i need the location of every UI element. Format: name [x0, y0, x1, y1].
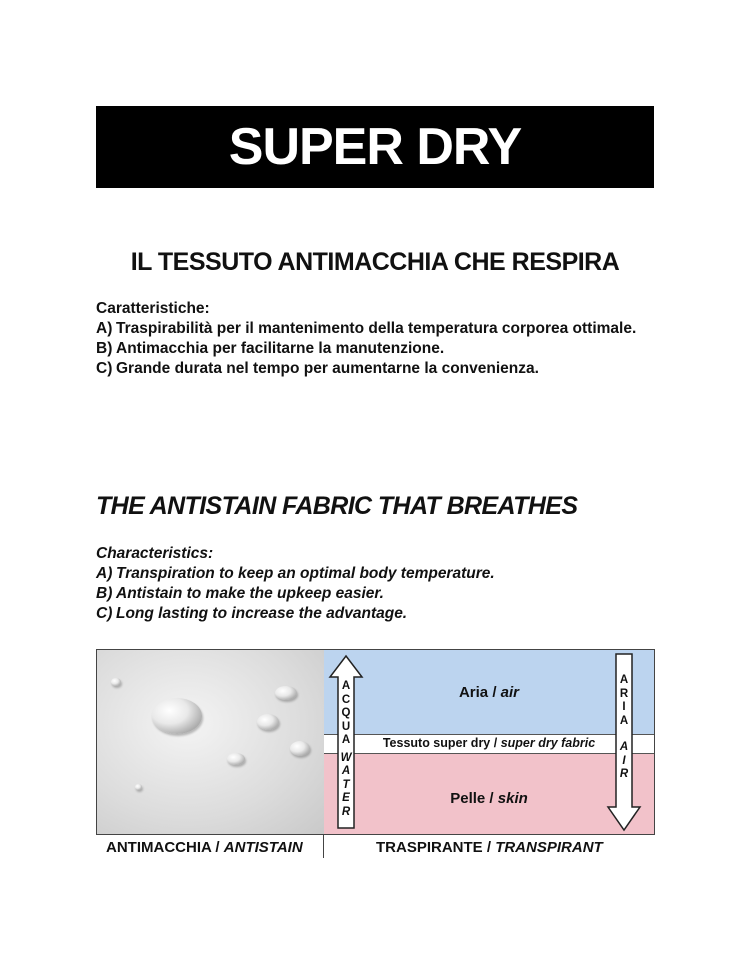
arrow-letter: I	[622, 754, 626, 767]
air-label-it: Aria	[458, 684, 489, 701]
feature-text: Antimacchia per facilitarne la manutenzione.	[116, 340, 445, 357]
english-features-label: Characteristics:	[96, 545, 214, 562]
arrow-letter: R	[619, 687, 629, 700]
arrow-letter: R	[619, 768, 629, 780]
arrow-letter: A	[619, 741, 629, 753]
water-drop	[135, 784, 142, 790]
feature-letter: B)	[96, 340, 113, 357]
italian-feature-a	[96, 319, 654, 339]
skin-label-it: Pelle	[450, 790, 486, 807]
feature-letter: A)	[96, 320, 113, 337]
arrow-letter: T	[342, 778, 350, 791]
water-drop	[152, 698, 202, 734]
air-label-en: air	[500, 684, 520, 701]
italian-features	[96, 299, 654, 379]
fabric-figure	[96, 649, 654, 858]
arrow-letter: A	[341, 765, 351, 777]
arrow-letter: A	[619, 674, 629, 686]
water-drop	[257, 714, 279, 730]
feature-letter: C)	[96, 360, 113, 377]
arrow-letter: I	[622, 701, 626, 713]
water-drop	[227, 753, 245, 765]
arrow-letter: Q	[341, 707, 351, 719]
italian-feature-c	[96, 359, 654, 379]
water-drops-photo	[96, 649, 325, 835]
figure-footer	[96, 834, 654, 859]
english-feature-a	[96, 564, 654, 584]
arrow-letter: R	[341, 805, 351, 818]
skin-label: Pelle / skin	[450, 790, 528, 807]
breathability-diagram	[324, 649, 655, 835]
feature-text: Traspirabilità per il mantenimento della temperatura corporea ottimale.	[116, 320, 637, 337]
english-feature-b	[96, 584, 654, 604]
italian-feature-b	[96, 339, 654, 359]
feature-text: Transpiration to keep an optimal body temperature.	[116, 565, 495, 582]
title-banner	[96, 106, 654, 188]
fabric-label-en: super dry fabric	[500, 736, 596, 750]
antistain-caption: ANTIMACCHIA / ANTISTAIN	[106, 839, 303, 856]
arrow-letter: W	[340, 751, 352, 764]
arrow-letter: A	[341, 734, 351, 746]
arrow-letter: A	[341, 680, 351, 692]
feature-letter: A)	[96, 565, 113, 582]
water-drop	[275, 686, 297, 700]
skin-label-en: skin	[497, 790, 528, 807]
feature-text: Long lasting to increase the advantage.	[116, 605, 408, 622]
banner-title: SUPER DRY	[228, 118, 522, 176]
fabric-label: Tessuto super dry / super dry fabric	[382, 736, 596, 750]
english-feature-c	[96, 604, 654, 624]
transpirant-caption: TRASPIRANTE / TRANSPIRANT	[376, 839, 603, 856]
fabric-label-it: Tessuto super dry	[382, 736, 491, 750]
english-features	[96, 544, 654, 624]
water-letters	[337, 752, 355, 820]
feature-text: Antistain to make the upkeep easier.	[116, 585, 384, 602]
transpirant-caption-en: TRANSPIRANT	[495, 839, 603, 856]
english-heading: THE ANTISTAIN FABRIC THAT BREATHES	[96, 492, 578, 520]
transpirant-caption-it: TRASPIRANTE	[376, 839, 483, 856]
arrow-letter: E	[342, 792, 350, 804]
arrow-letter: U	[341, 720, 351, 733]
italian-heading: IL TESSUTO ANTIMACCHIA CHE RESPIRA	[130, 248, 620, 276]
antistain-caption-en: ANTISTAIN	[223, 839, 303, 856]
antistain-caption-it: ANTIMACCHIA	[106, 839, 212, 856]
feature-letter: C)	[96, 605, 113, 622]
italian-features-label: Caratteristiche:	[96, 300, 210, 317]
feature-text: Grande durata nel tempo per aumentarne la convenienza.	[116, 360, 539, 377]
water-drop	[111, 678, 121, 686]
arrow-letter: A	[619, 714, 629, 727]
air-label: Aria / air	[458, 684, 520, 701]
arrow-letter: C	[341, 693, 351, 706]
water-drop	[290, 741, 310, 756]
aria-letters	[615, 674, 633, 728]
feature-letter: B)	[96, 585, 113, 602]
